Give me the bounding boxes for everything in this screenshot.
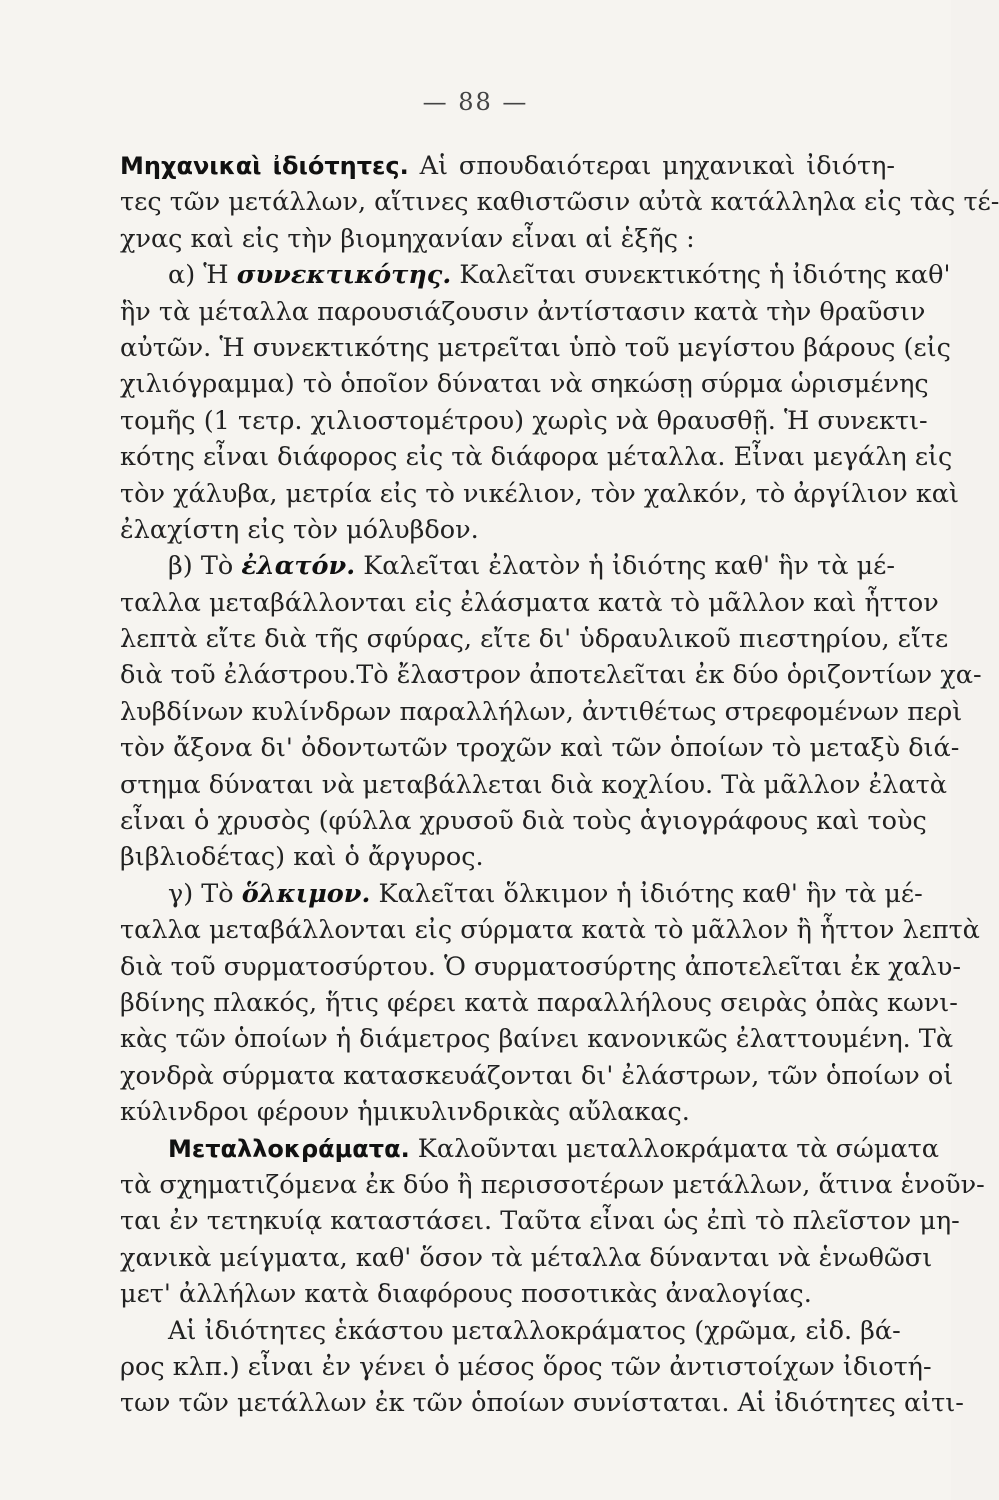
text-run: χονδρὰ σύρματα κατασκευάζονται δι' ἐλάστρων, τῶν ὁποίων οἱ [120,1060,954,1091]
text-line [120,1240,933,1276]
text-run: χανικὰ μείγματα, καθ' ὅσον τὰ μέταλλα δύνανται νὰ ἑνωθῶσι [120,1242,933,1273]
text-line [120,949,961,985]
text-line [120,330,951,366]
text-run: ἐλαχίστη εἰς τὸν μόλυβδον. [120,514,479,545]
text-line [120,1058,954,1094]
section-heading: Μηχανικαὶ ἰδιότητες. [120,152,409,180]
text-line [120,1385,964,1421]
text-line [120,366,929,402]
text-run: λυβδίνων κυλίνδρων παραλλήλων, ἀντιθέτως στρεφομένων περὶ [120,696,963,727]
defined-term: ἐλατόν. [241,551,356,582]
text-run: αὐτῶν. Ἡ συνεκτικότης μετρεῖται ὑπὸ τοῦ μεγίστου βάρους (εἰς [120,332,951,363]
section-heading: Μεταλλοκράματα. [168,1134,410,1163]
text-line [120,1349,932,1385]
text-line [120,257,951,293]
page-number: — 88 — [422,88,529,116]
text-line [120,1276,895,1312]
text-line [120,985,958,1021]
text-line [120,221,895,257]
text-run: βιβλιοδέτας) καὶ ὁ ἄργυρος. [120,842,484,873]
defined-term: ὅλκιμον. [241,878,371,909]
text-line [120,876,923,912]
text-line [120,184,999,220]
text-run: κὰς τῶν ὁποίων ἡ διάμετρος βαίνει κανονικῶς ἐλαττουμένη. Τὰ [120,1024,954,1055]
text-run: χιλιόγραμμα) τὸ ὁποῖον δύναται νὰ σηκώσῃ σύρμα ὡρισμένης [120,369,929,400]
text-line [120,294,926,330]
text-line [120,803,927,839]
text-line [120,730,960,766]
text-run: μετ' ἀλλήλων κατὰ διαφόρους ποσοτικὰς ἀναλογίας. [120,1279,812,1310]
text-run: εἶναι ὁ χρυσὸς (φύλλα χρυσοῦ διὰ τοὺς ἁγιογράφους καὶ τοὺς [120,806,927,837]
text-run: γ) Τὸ [168,878,242,909]
text-line [120,403,928,439]
text-line [120,476,960,512]
text-line [120,694,963,730]
text-run: βδίνης πλακός, ἥτις φέρει κατὰ παραλλήλους σειρὰς ὀπὰς κωνι- [120,987,958,1018]
text-line [120,1021,954,1057]
text-run: τες τῶν μετάλλων, αἵτινες καθιστῶσιν αὐτὰ κατάλληλα εἰς τὰς τέ- [120,187,999,218]
text-run: Αἱ σπουδαιότεραι μηχανικαὶ ἰδιότη- [408,151,895,181]
text-run: τὰ σχηματιζόμενα ἐκ δύο ἢ περισσοτέρων μετάλλων, ἅτινα ἑνοῦν- [120,1169,985,1200]
defined-term: συνεκτικότης. [236,260,452,291]
text-line [120,548,895,584]
text-line [120,621,949,657]
text-run: τομῆς (1 τετρ. χιλιοστομέτρου) χωρὶς νὰ θραυσθῇ. Ἡ συνεκτι- [120,405,928,436]
text-run: ἣν τὰ μέταλλα παρουσιάζουσιν ἀντίστασιν κατὰ τὴν θραῦσιν [120,296,926,327]
text-line [120,1313,901,1349]
text-run: κύλινδροι φέρουν ἡμικυλινδρικὰς αὔλακας. [120,1097,690,1128]
text-run: τὸν χάλυβα, μετρία εἰς τὸ νικέλιον, τὸν χαλκόν, τὸ ἀργίλιον καὶ [120,478,960,509]
text-run: στημα δύναται νὰ μεταβάλλεται διὰ κοχλίου. Τὰ μᾶλλον ἐλατὰ [120,769,948,800]
text-line [120,657,982,693]
text-run: ρος κλπ.) εἶναι ἐν γένει ὁ μέσος ὅρος τῶν ἀντιστοίχων ἰδιοτή- [120,1351,932,1382]
text-line [120,512,895,548]
text-line [120,1203,960,1239]
text-run: Αἱ ἰδιότητες ἑκάστου μεταλλοκράματος (χρῶμα, εἰδ. βά- [168,1315,901,1346]
text-run: ταλλα μεταβάλλονται εἰς ἐλάσματα κατὰ τὸ μᾶλλον καὶ ἧττον [120,587,939,618]
body-text [120,148,999,1422]
text-run: λεπτὰ εἴτε διὰ τῆς σφύρας, εἴτε δι' ὑδραυλικοῦ πιεστηρίου, εἴτε [120,624,949,655]
text-run: διὰ τοῦ συρματοσύρτου. Ὁ συρματοσύρτης ἀποτελεῖται ἐκ χαλυ- [120,951,961,982]
text-run: χνας καὶ εἰς τὴν βιομηχανίαν εἶναι αἱ ἑξῆς : [120,223,695,254]
text-run: τὸν ἄξονα δι' ὀδοντωτῶν τροχῶν καὶ τῶν ὁποίων τὸ μεταξὺ διά- [120,733,960,764]
text-run: ται ἐν τετηκυίᾳ καταστάσει. Ταῦτα εἶναι ὡς ἐπὶ τὸ πλεῖστον μη- [120,1206,960,1237]
text-line [120,1167,985,1203]
text-run: των τῶν μετάλλων ἐκ τῶν ὁποίων συνίσταται. Αἱ ἰδιότητες αἰτι- [120,1388,964,1419]
text-line [120,912,980,948]
text-line [120,1094,895,1130]
text-line [120,439,953,475]
text-run: κότης εἶναι διάφορος εἰς τὰ διάφορα μέταλλα. Εἶναι μεγάλη εἰς [120,442,953,473]
text-run: β) Τὸ [168,551,242,582]
text-line [120,1131,939,1167]
text-line [120,585,939,621]
text-run: Καλεῖται συνεκτικότης ἡ ἰδιότης καθ' [451,260,951,291]
text-line [120,767,948,803]
text-line [120,839,895,875]
text-line [120,148,895,184]
text-run: ταλλα μεταβάλλονται εἰς σύρματα κατὰ τὸ μᾶλλον ἢ ἧττον λεπτὰ [120,915,980,946]
text-run: Καλοῦνται μεταλλοκράματα τὰ σώματα [409,1133,939,1164]
text-run: α) Ἡ [168,260,237,291]
text-run: Καλεῖται ὅλκιμον ἡ ἰδιότης καθ' ἣν τὰ μέ- [370,878,923,909]
text-run: Καλεῖται ἐλατὸν ἡ ἰδιότης καθ' ἣν τὰ μέ- [355,551,895,582]
text-run: διὰ τοῦ ἐλάστρου.Τὸ ἔλαστρον ἀποτελεῖται ἐκ δύο ὁριζοντίων χα- [120,660,982,691]
